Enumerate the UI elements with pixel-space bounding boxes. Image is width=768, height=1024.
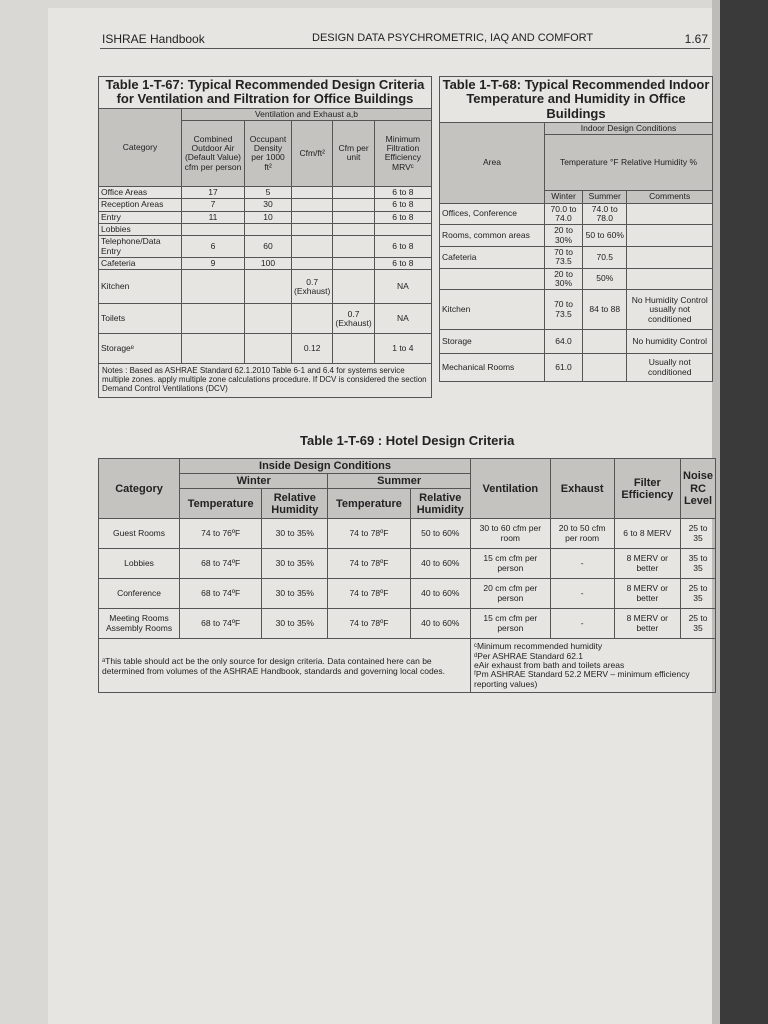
table-cell bbox=[333, 258, 374, 270]
table-cell: 70.0 to 74.0 bbox=[545, 203, 583, 225]
table-cell: 68 to 74ºF bbox=[180, 579, 262, 609]
table-row bbox=[99, 549, 716, 579]
table-cell bbox=[292, 304, 333, 334]
table-cell: 74 to 78ºF bbox=[328, 579, 410, 609]
table-cell: 6 to 8 MERV bbox=[614, 519, 680, 549]
table-cell bbox=[245, 304, 292, 334]
col-header: Occupant Density per 1000 ft² bbox=[245, 120, 292, 186]
table-cell bbox=[182, 334, 245, 364]
table-cell: Usually not conditioned bbox=[627, 354, 713, 382]
table-cell bbox=[292, 236, 333, 258]
table-cell: - bbox=[550, 609, 614, 639]
table-cell: 50 to 60% bbox=[583, 225, 627, 247]
group-header: Inside Design Conditions bbox=[180, 459, 471, 474]
table-cell: 9 bbox=[182, 258, 245, 270]
table-cell: 74 to 78ºF bbox=[328, 549, 410, 579]
table-cell: 74 to 78ºF bbox=[328, 519, 410, 549]
table-cell: 25 to 35 bbox=[681, 579, 716, 609]
table-row bbox=[440, 225, 713, 247]
table-cell: 70.5 bbox=[583, 246, 627, 268]
table-cell: 25 to 35 bbox=[681, 609, 716, 639]
col-header: Temperature bbox=[328, 489, 410, 519]
table-cell: 74 to 78ºF bbox=[328, 609, 410, 639]
table-cell: 15 cm cfm per person bbox=[470, 549, 550, 579]
table-cell: Cafeteria bbox=[440, 246, 545, 268]
table-cell: Conference bbox=[99, 579, 180, 609]
table-cell bbox=[292, 258, 333, 270]
table-row bbox=[440, 268, 713, 290]
table-cell: Mechanical Rooms bbox=[440, 354, 545, 382]
table-cell: Offices, Conference bbox=[440, 203, 545, 225]
table-cell bbox=[182, 304, 245, 334]
table-cell: 11 bbox=[182, 211, 245, 223]
table-row bbox=[99, 211, 432, 223]
table-row bbox=[440, 203, 713, 225]
table-cell: - bbox=[550, 549, 614, 579]
table-cell bbox=[292, 199, 333, 211]
table-cell: 100 bbox=[245, 258, 292, 270]
table-cell: 40 to 60% bbox=[410, 609, 470, 639]
table-cell: NA bbox=[374, 270, 431, 304]
table-cell bbox=[333, 211, 374, 223]
table-footnote: ᵃThis table should act be the only source for design criteria. Data contained here can be determined from volumes of the ASHRAE Handbook, standards and governing local codes. bbox=[99, 639, 471, 693]
table-cell bbox=[292, 186, 333, 198]
table-hotel-design bbox=[98, 458, 716, 693]
table-cell: Kitchen bbox=[440, 290, 545, 330]
table-cell: Lobbies bbox=[99, 549, 180, 579]
table-cell: 74 to 76ºF bbox=[180, 519, 262, 549]
table-cell: No humidity Control bbox=[627, 330, 713, 354]
table-cell: Office Areas bbox=[99, 186, 182, 198]
table-cell: 0.7 (Exhaust) bbox=[333, 304, 374, 334]
table-cell: 30 to 35% bbox=[262, 549, 328, 579]
table-row bbox=[440, 354, 713, 382]
col-header: Relative Humidity bbox=[262, 489, 328, 519]
col-header: Temperature bbox=[180, 489, 262, 519]
col-header: Filter Efficiency bbox=[614, 459, 680, 519]
table-cell: Meeting Rooms Assembly Rooms bbox=[99, 609, 180, 639]
table-cell: 8 MERV or better bbox=[614, 579, 680, 609]
page-number: 1.67 bbox=[684, 32, 708, 46]
table-footnotes-right bbox=[470, 639, 715, 693]
table-cell: 70 to 73.5 bbox=[545, 246, 583, 268]
table-cell: 40 to 60% bbox=[410, 549, 470, 579]
table-row bbox=[99, 304, 432, 334]
table-cell: 30 to 35% bbox=[262, 609, 328, 639]
table-cell: 6 to 8 bbox=[374, 186, 431, 198]
col-header: Area bbox=[440, 122, 545, 203]
table-cell: 8 MERV or better bbox=[614, 549, 680, 579]
table-cell: 74.0 to 78.0 bbox=[583, 203, 627, 225]
table-cell: Cafeteria bbox=[99, 258, 182, 270]
table-cell bbox=[583, 354, 627, 382]
col-header: Cfm/ft² bbox=[292, 120, 333, 186]
col-header: Ventilation bbox=[470, 459, 550, 519]
table-cell: 20 to 50 cfm per room bbox=[550, 519, 614, 549]
table-row bbox=[99, 609, 716, 639]
footnote: eAir exhaust from bath and toilets areas bbox=[473, 659, 625, 670]
header-left: ISHRAE Handbook bbox=[102, 32, 205, 46]
header-center: DESIGN DATA PSYCHROMETRIC, IAQ AND COMFORT bbox=[312, 32, 594, 44]
table-cell bbox=[627, 225, 713, 247]
table-row bbox=[99, 186, 432, 198]
table-notes: Notes : Based as ASHRAE Standard 62.1.2010 Table 6-1 and 6.4 for systems service multiple zones. apply multiple zone calculations procedure. If DCV is considered the section Demand Control Ventilations (DCV) bbox=[99, 364, 432, 397]
footnote: ᶜMinimum recommended humidity bbox=[473, 641, 603, 652]
season-header: Winter bbox=[180, 474, 328, 489]
table-cell bbox=[627, 268, 713, 290]
table-cell: 0.12 bbox=[292, 334, 333, 364]
table-cell bbox=[245, 270, 292, 304]
table-row bbox=[99, 258, 432, 270]
table-office-ventilation bbox=[98, 76, 432, 398]
table-cell bbox=[245, 334, 292, 364]
table-cell: 30 to 60 cfm per room bbox=[470, 519, 550, 549]
table-cell: Telephone/Data Entry bbox=[99, 236, 182, 258]
table-cell bbox=[182, 223, 245, 235]
table-cell: 30 to 35% bbox=[262, 519, 328, 549]
table-cell: 6 to 8 bbox=[374, 258, 431, 270]
table-cell: 30 bbox=[245, 199, 292, 211]
table-title: Table 1-T-68: Typical Recommended Indoor Temperature and Humidity in Office Buildings bbox=[440, 77, 713, 123]
col-header: Category bbox=[99, 108, 182, 186]
col-header: Category bbox=[99, 459, 180, 519]
table-row bbox=[99, 199, 432, 211]
table-cell: NA bbox=[374, 304, 431, 334]
table-row bbox=[99, 270, 432, 304]
table-row bbox=[99, 223, 432, 235]
table-cell: Kitchen bbox=[99, 270, 182, 304]
table-cell bbox=[245, 223, 292, 235]
col-header: Minimum Filtration Efficiency MRVᶜ bbox=[374, 120, 431, 186]
table-cell: 20 to 30% bbox=[545, 225, 583, 247]
table-cell bbox=[583, 330, 627, 354]
table-cell: Toilets bbox=[99, 304, 182, 334]
table-cell: 7 bbox=[182, 199, 245, 211]
group-header: Indoor Design Conditions bbox=[545, 122, 713, 134]
table-cell bbox=[333, 223, 374, 235]
table-cell: 5 bbox=[245, 186, 292, 198]
col-header: Comments bbox=[627, 191, 713, 203]
table-cell: 0.7 (Exhaust) bbox=[292, 270, 333, 304]
table-cell: 70 to 73.5 bbox=[545, 290, 583, 330]
table-cell: 35 to 35 bbox=[681, 549, 716, 579]
table-cell bbox=[627, 203, 713, 225]
footnote: ᵈPer ASHRAE Standard 62.1 bbox=[473, 650, 584, 661]
table-body bbox=[99, 519, 716, 639]
table-cell: 68 to 74ºF bbox=[180, 549, 262, 579]
col-header: Winter bbox=[545, 191, 583, 203]
table-cell: 61.0 bbox=[545, 354, 583, 382]
table-cell bbox=[333, 199, 374, 211]
col-header: Cfm per unit bbox=[333, 120, 374, 186]
table-cell bbox=[374, 223, 431, 235]
table-cell: 60 bbox=[245, 236, 292, 258]
footnote: ᶠPm ASHRAE Standard 52.2 MERV – minimum efficiency reporting values) bbox=[473, 669, 690, 689]
table-cell: Lobbies bbox=[99, 223, 182, 235]
table-cell: 6 to 8 bbox=[374, 199, 431, 211]
table-cell: 64.0 bbox=[545, 330, 583, 354]
table-title: Table 1-T-69 : Hotel Design Criteria bbox=[300, 433, 515, 448]
table-cell: 17 bbox=[182, 186, 245, 198]
table-cell: 10 bbox=[245, 211, 292, 223]
table-cell: Storageᵉ bbox=[99, 334, 182, 364]
table-cell bbox=[292, 223, 333, 235]
col-header: Noise RC Level bbox=[681, 459, 716, 519]
table-cell: Reception Areas bbox=[99, 199, 182, 211]
table-cell bbox=[292, 211, 333, 223]
table-cell: Rooms, common areas bbox=[440, 225, 545, 247]
table-cell: 30 to 35% bbox=[262, 579, 328, 609]
table-cell: 1 to 4 bbox=[374, 334, 431, 364]
season-header: Summer bbox=[328, 474, 471, 489]
group-header: Ventilation and Exhaust a,b bbox=[182, 108, 432, 120]
binding-shadow bbox=[720, 0, 768, 1024]
table-cell: 25 to 35 bbox=[681, 519, 716, 549]
table-cell: Storage bbox=[440, 330, 545, 354]
table-cell: Guest Rooms bbox=[99, 519, 180, 549]
table-office-temperature bbox=[439, 76, 713, 382]
table-cell: 68 to 74ºF bbox=[180, 609, 262, 639]
col-header: Summer bbox=[583, 191, 627, 203]
col-header: Relative Humidity bbox=[410, 489, 470, 519]
table-row bbox=[99, 334, 432, 364]
col-header: Exhaust bbox=[550, 459, 614, 519]
table-cell: 15 cm cfm per person bbox=[470, 609, 550, 639]
table-row bbox=[99, 236, 432, 258]
table-cell: Entry bbox=[99, 211, 182, 223]
table-title: Table 1-T-67: Typical Recommended Design Criteria for Ventilation and Filtration for Office Buildings bbox=[99, 77, 432, 109]
table-cell: 6 to 8 bbox=[374, 211, 431, 223]
table-cell bbox=[440, 268, 545, 290]
table-cell: 8 MERV or better bbox=[614, 609, 680, 639]
table-cell bbox=[182, 270, 245, 304]
table-row bbox=[440, 290, 713, 330]
table-cell: No Humidity Control usually not conditioned bbox=[627, 290, 713, 330]
table-body bbox=[99, 186, 432, 363]
col-header: Combined Outdoor Air (Default Value) cfm per person bbox=[182, 120, 245, 186]
table-cell bbox=[333, 236, 374, 258]
table-cell bbox=[333, 270, 374, 304]
table-cell: 84 to 88 bbox=[583, 290, 627, 330]
table-cell: 50% bbox=[583, 268, 627, 290]
table-cell: - bbox=[550, 579, 614, 609]
table-body bbox=[440, 203, 713, 382]
table-cell bbox=[333, 334, 374, 364]
table-row bbox=[440, 330, 713, 354]
sub-header: Temperature °F Relative Humidity % bbox=[545, 135, 713, 191]
running-header bbox=[100, 32, 710, 49]
table-cell: 6 to 8 bbox=[374, 236, 431, 258]
table-row bbox=[440, 246, 713, 268]
table-cell: 50 to 60% bbox=[410, 519, 470, 549]
table-row bbox=[99, 579, 716, 609]
table-cell: 20 cm cfm per person bbox=[470, 579, 550, 609]
table-cell bbox=[333, 186, 374, 198]
table-cell: 40 to 60% bbox=[410, 579, 470, 609]
table-cell: 20 to 30% bbox=[545, 268, 583, 290]
table-row bbox=[99, 519, 716, 549]
table-cell bbox=[627, 246, 713, 268]
table-cell: 6 bbox=[182, 236, 245, 258]
